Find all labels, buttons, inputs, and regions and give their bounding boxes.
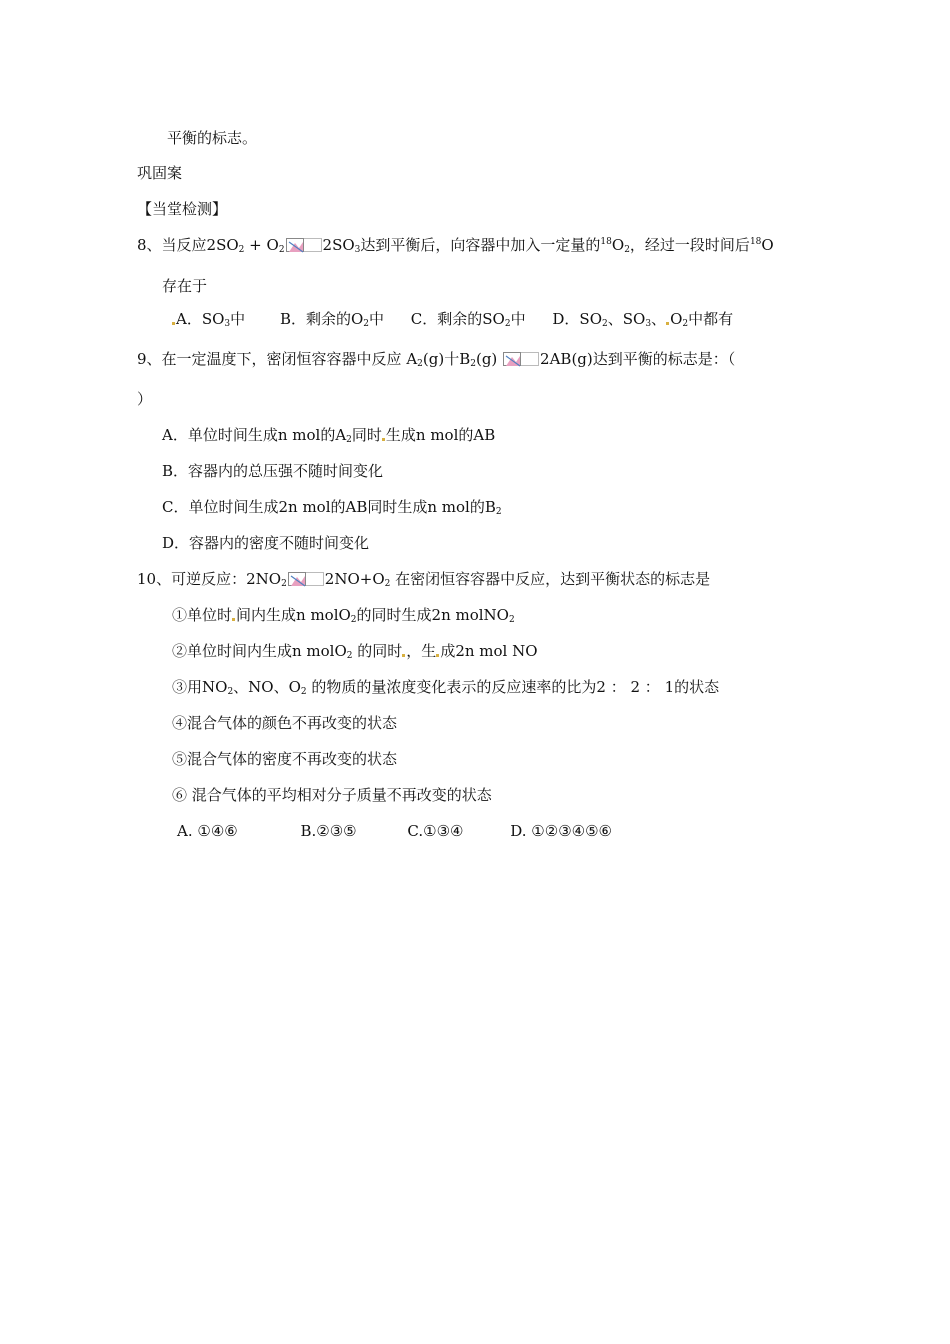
statement-6: ⑥ 混合气体的平均相对分子质量不再改变的状态 xyxy=(172,786,492,804)
question-8-continuation: 存在于 xyxy=(162,277,208,295)
question-9-option-a: A．单位时间生成n mol的$A_2$同时 生成n mol的AB xyxy=(162,426,496,445)
option-b: B.②③⑤ xyxy=(300,822,357,840)
question-9-continuation: ） xyxy=(137,390,153,408)
statement-2: ②单位时间内生成n molO$_2$ 的同时 ，生 成2n mol NO xyxy=(172,642,538,661)
question-10: 10、可逆反应：$2NO_2$ $2NO+O_2$ 在密闭恒容容器中反应，达到平衡状态的标志是 xyxy=(137,570,711,589)
equilibrium-arrow-icon xyxy=(503,352,539,366)
option-a: A．$SO_3$中 xyxy=(172,309,245,329)
question-9-option-d: D．容器内的密度不随时间变化 xyxy=(162,534,370,552)
equilibrium-arrow-icon xyxy=(288,572,324,586)
text-line: 平衡的标志。 xyxy=(167,129,258,147)
question-9-option-c: C．单位时间生成2n mol的AB同时生成n mol的$B_2$ xyxy=(162,498,502,517)
question-8: 8、当反应$2SO_2 + O_2$ $2SO_3$达到平衡后，向容器中加入一定量的$^{18}O_2$，经过一段时间后$^{18}$O xyxy=(137,236,774,255)
question-9-option-b: B．容器内的总压强不随时间变化 xyxy=(162,462,384,480)
question-9: 9、在一定温度下，密闭恒容容器中反应 $A_2(g)$十$B_2(g)$ 2AB(g)达到平衡的标志是：（ xyxy=(137,350,736,369)
option-d: D. ①②③④⑤⑥ xyxy=(510,822,612,840)
section-title: 巩固案 xyxy=(137,164,183,182)
statement-4: ④混合气体的颜色不再改变的状态 xyxy=(172,714,398,732)
option-c: C．剩余的$SO_2$中 xyxy=(410,310,526,329)
statement-5: ⑤混合气体的密度不再改变的状态 xyxy=(172,750,398,768)
option-a: A. ①④⑥ xyxy=(177,822,238,840)
equilibrium-arrow-icon xyxy=(286,238,322,252)
section-heading: 【当堂检测】 xyxy=(137,200,228,218)
statement-3: ③用$NO_2$、NO、$O_2$ 的物质的量浓度变化表示的反应速率的比为2 ： 2 ： 1的状态 xyxy=(172,678,720,697)
question-8-options xyxy=(172,309,733,329)
option-d: D．$SO_2$、$SO_3$、 $O_2$中都有 xyxy=(552,310,734,329)
statement-1: ①单位时 间内生成n molO$_2$的同时生成2n molNO$_2$ xyxy=(172,606,515,625)
question-10-options xyxy=(177,821,612,841)
option-c: C.①③④ xyxy=(407,822,464,840)
option-b: B．剩余的$O_2$中 xyxy=(279,310,385,329)
